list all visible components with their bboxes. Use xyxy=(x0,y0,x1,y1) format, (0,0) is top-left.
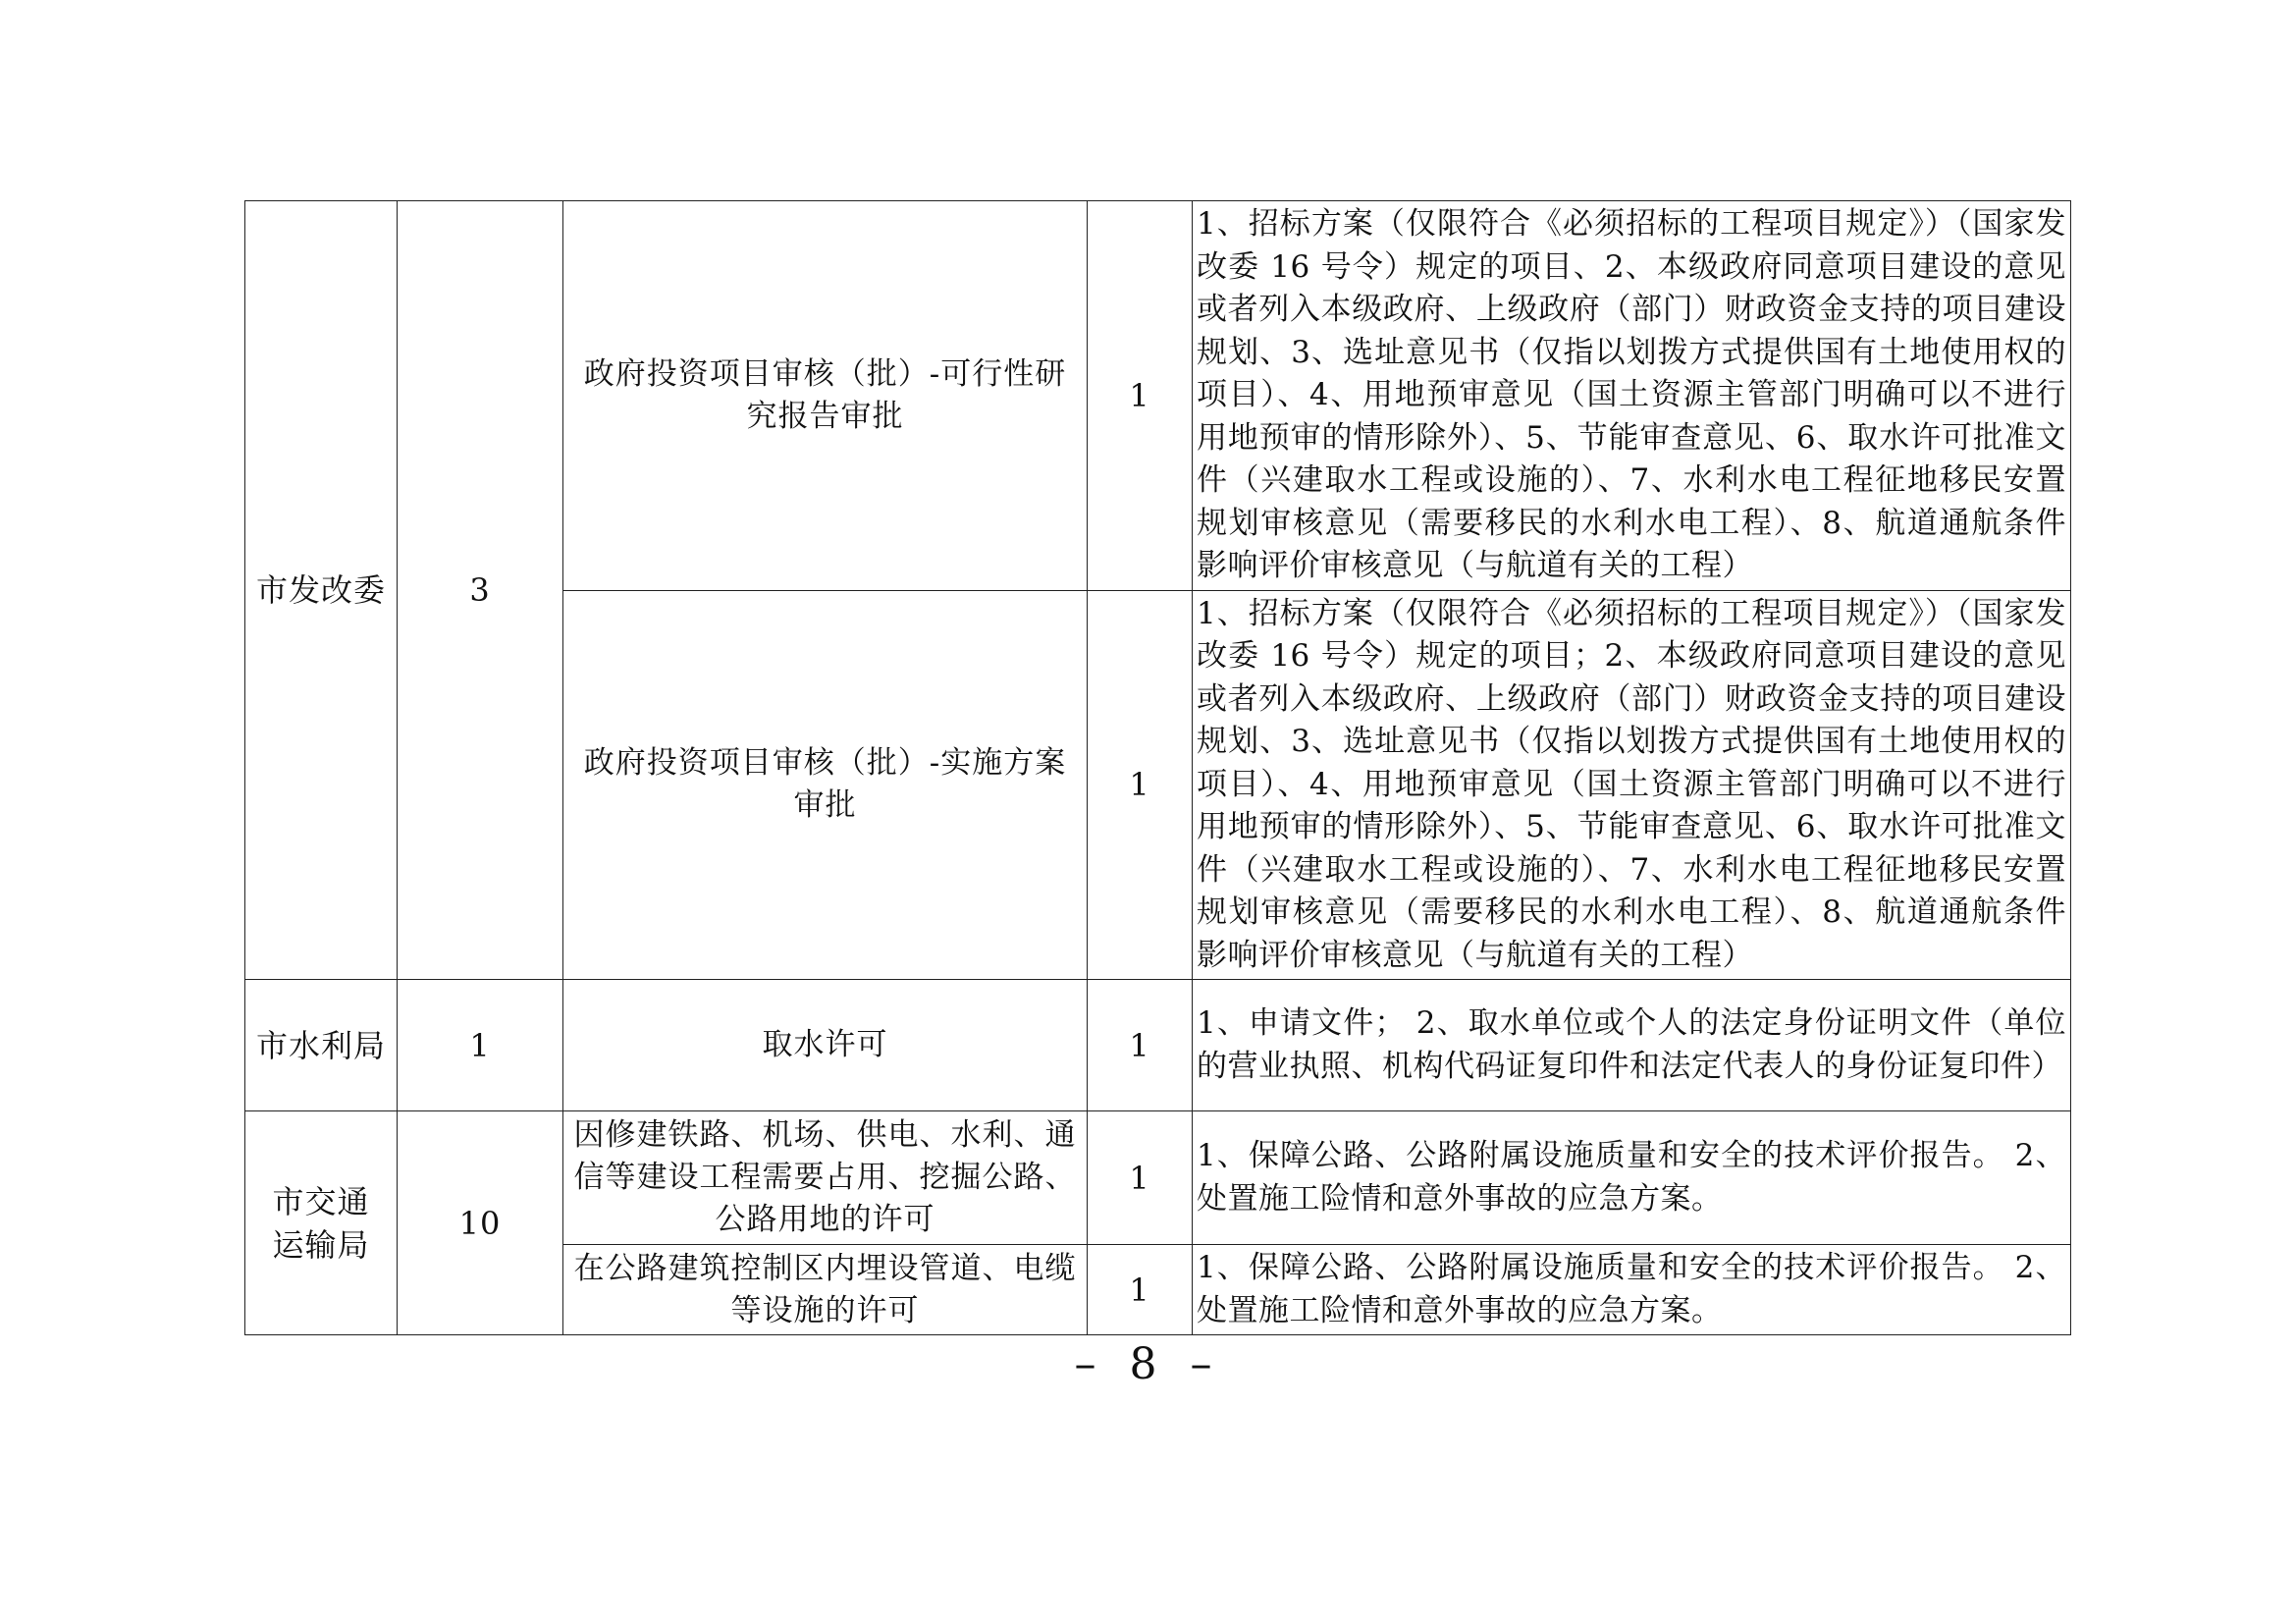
materials-cell xyxy=(1193,590,2071,980)
materials-cell xyxy=(1193,1111,2071,1245)
item-num-cell: 1 xyxy=(1088,1111,1193,1245)
item-name-cell: 取水许可 xyxy=(563,980,1088,1111)
materials-text: 1、保障公路、公路附属设施质量和安全的技术评价报告。 2、处置施工险情和意外事故的应急方案。 xyxy=(1197,1250,2066,1328)
item-name: 政府投资项目审核（批）-实施方案审批 xyxy=(583,745,1067,824)
department-cell: 市发改委 xyxy=(245,201,398,980)
item-num-cell: 1 xyxy=(1088,590,1193,980)
item-num-cell: 1 xyxy=(1088,980,1193,1111)
table-row xyxy=(245,1111,2071,1245)
item-num-cell: 1 xyxy=(1088,1245,1193,1335)
item-name-cell: 在公路建筑控制区内埋设管道、电缆等设施的许可 xyxy=(563,1245,1088,1335)
approval-items-table xyxy=(244,200,2071,1335)
materials-cell xyxy=(1193,980,2071,1111)
item-name: 政府投资项目审核（批）-可行性研究报告审批 xyxy=(583,355,1067,434)
materials-text: 1、保障公路、公路附属设施质量和安全的技术评价报告。 2、处置施工险情和意外事故的应急方案。 xyxy=(1197,1138,2066,1217)
materials-cell xyxy=(1193,1245,2071,1335)
department-cell: 市水利局 xyxy=(245,980,398,1111)
materials-text: 1、申请文件； 2、取水单位或个人的法定身份证明文件（单位的营业执照、机构代码证复印件和法定代表人的身份证复印件） xyxy=(1197,1005,2066,1084)
department-cell xyxy=(245,1111,398,1335)
table-row xyxy=(245,201,2071,591)
materials-text: 1、招标方案（仅限符合《必须招标的工程项目规定》）（国家发改委 16 号令）规定的项目、2、本级政府同意项目建设的意见或者列入本级政府、上级政府（部门）财政资金支持的项目建设规划、3、选址意见书（仅指以划拨方式提供国有土地使用权的项目）、4、用地预审意见（国土资源主管部门明确可以不进行用地预审的情形除外）、5、节能审查意见、6、取水许可批准文件（兴建取水工程或设施的）、7、水利水电工程征地移民安置规划审核意见（需要移民的水利水电工程）、8、航道通航条件影响评价审核意见（与航道有关的工程） xyxy=(1197,206,2066,583)
item-name-cell xyxy=(563,201,1088,591)
count-cell: 1 xyxy=(398,980,563,1111)
materials-text: 1、招标方案（仅限符合《必须招标的工程项目规定》）（国家发改委 16 号令）规定的项目；2、本级政府同意项目建设的意见或者列入本级政府、上级政府（部门）财政资金支持的项目建设规划、3、选址意见书（仅指以划拨方式提供国有土地使用权的项目）、4、用地预审意见（国土资源主管部门明确可以不进行用地预审的情形除外）、5、节能审查意见、6、取水许可批准文件（兴建取水工程或设施的）、7、水利水电工程征地移民安置规划审核意见（需要移民的水利水电工程）、8、航道通航条件影响评价审核意见（与航道有关的工程） xyxy=(1197,595,2066,973)
page-number: – 8 – xyxy=(1074,1339,1222,1389)
count-cell: 10 xyxy=(398,1111,563,1335)
item-num-cell: 1 xyxy=(1088,201,1193,591)
item-name-cell: 因修建铁路、机场、供电、水利、通信等建设工程需要占用、挖掘公路、公路用地的许可 xyxy=(563,1111,1088,1245)
item-name-cell xyxy=(563,590,1088,980)
department-name: 市交通运输局 xyxy=(272,1182,370,1264)
table-row xyxy=(245,980,2071,1111)
count-cell: 3 xyxy=(398,201,563,980)
materials-cell xyxy=(1193,201,2071,591)
